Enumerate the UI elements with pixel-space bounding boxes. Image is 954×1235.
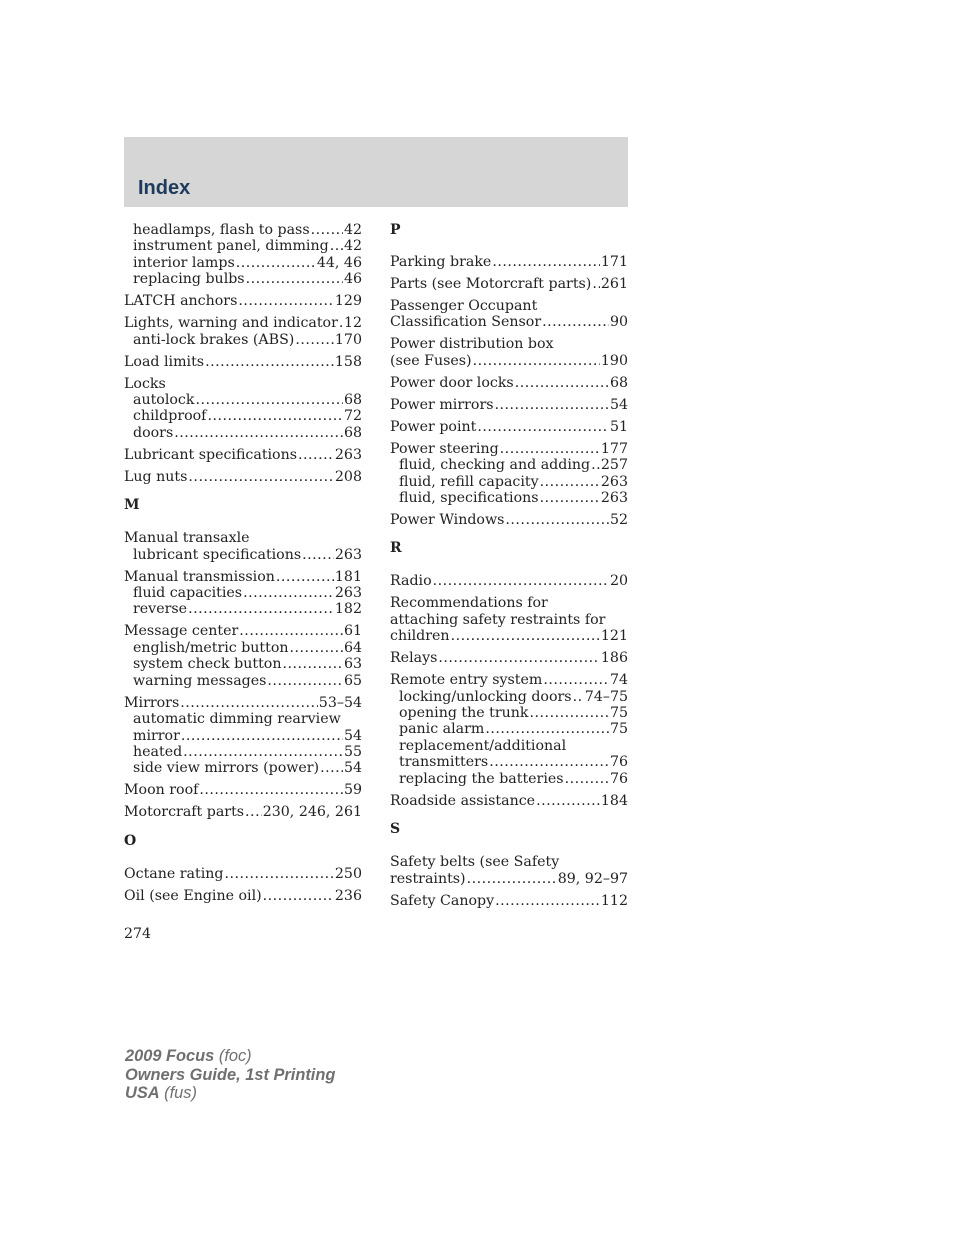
entry-text: Motorcraft parts — [124, 804, 245, 821]
page-reference: 68 — [609, 374, 628, 391]
entry-text: Radio — [390, 573, 432, 590]
page-reference: 72 — [343, 408, 362, 425]
dot-leader — [224, 866, 333, 882]
footer-line-3: USA (fus) — [125, 1084, 197, 1102]
index-entry — [124, 447, 362, 463]
dot-leader — [495, 893, 600, 909]
page-reference: 68 — [343, 424, 362, 441]
page-reference: 74 — [609, 672, 628, 689]
footer — [125, 1047, 335, 1103]
page-reference: 208 — [334, 468, 362, 485]
entry-text: replacing the batteries — [399, 770, 564, 787]
index-entry-line — [124, 623, 362, 639]
index-subentry — [124, 744, 362, 760]
index-entry-line — [124, 695, 362, 711]
index-entry-line — [390, 512, 628, 528]
page-reference: 182 — [334, 601, 362, 618]
entry-text: reverse — [133, 601, 188, 618]
index-entry — [124, 569, 362, 618]
entry-text: Safety Canopy — [390, 892, 495, 909]
page-reference: 170 — [334, 331, 362, 348]
page-reference: 181 — [334, 568, 362, 585]
index-subentry — [124, 425, 362, 441]
page-reference: 263 — [334, 585, 362, 602]
page-reference: 129 — [334, 293, 362, 310]
page-reference: 263 — [600, 490, 628, 507]
index-entry — [124, 623, 362, 689]
dot-leader — [495, 397, 609, 413]
dot-leader — [188, 601, 334, 617]
dot-leader — [263, 888, 334, 904]
page-reference: 177 — [600, 440, 628, 457]
index-subentry — [124, 728, 362, 744]
dot-leader — [290, 640, 343, 656]
dot-leader — [573, 689, 584, 705]
page-reference: 190 — [600, 352, 628, 369]
entry-text: doors — [133, 424, 174, 441]
index-subentry — [124, 601, 362, 617]
entry-text: transmitters — [399, 754, 489, 771]
dot-leader — [477, 419, 609, 435]
index-entry — [124, 293, 362, 309]
footer-line-1: 2009 Focus (foc) — [125, 1047, 252, 1065]
entry-text: Lubricant specifications — [124, 446, 298, 463]
entry-text: Power point — [390, 418, 477, 435]
index-entry-line — [390, 650, 628, 666]
index-entry-line — [390, 353, 628, 369]
dot-leader — [467, 871, 557, 887]
index-subentry — [124, 255, 362, 271]
entry-text: interior lamps — [133, 254, 235, 271]
index-entry-line — [390, 672, 628, 688]
page-title: Index — [138, 177, 191, 199]
page-number: 274 — [124, 926, 152, 942]
entry-text: childproof — [133, 408, 207, 425]
dot-leader — [505, 512, 609, 528]
page-reference: 53–54 — [318, 694, 362, 711]
entry-text: Power mirrors — [390, 396, 494, 413]
index-entry-line — [124, 530, 362, 546]
index-letter-heading: S — [390, 821, 401, 838]
index-entry-line — [124, 888, 362, 904]
dot-leader — [195, 392, 342, 408]
index-entry-line — [124, 569, 362, 585]
index-entry-line — [124, 469, 362, 485]
index-entry — [390, 672, 628, 787]
entry-text: replacement/additional — [399, 737, 567, 754]
dot-leader — [451, 628, 600, 644]
index-subentry — [390, 771, 628, 787]
index-entry-line — [390, 628, 628, 644]
dot-leader — [591, 457, 600, 473]
page-reference: 54 — [343, 727, 362, 744]
entry-text: Recommendations for — [390, 595, 548, 612]
index-entry — [124, 804, 362, 820]
index-entry — [390, 512, 628, 528]
dot-leader — [205, 354, 334, 370]
index-entry-line — [124, 447, 362, 463]
page-reference: 263 — [334, 446, 362, 463]
index-entry — [124, 376, 362, 442]
page-reference: 186 — [600, 650, 628, 667]
index-subentry — [390, 754, 628, 770]
page-reference: 257 — [600, 457, 628, 474]
page-reference: 263 — [600, 473, 628, 490]
entry-text: panic alarm — [399, 721, 485, 738]
dot-leader — [536, 793, 600, 809]
entry-text: Locks — [124, 375, 166, 392]
dot-leader — [188, 469, 333, 485]
index-entry-line — [124, 354, 362, 370]
index-subentry — [124, 408, 362, 424]
entry-text: Load limits — [124, 353, 205, 370]
dot-leader — [492, 254, 600, 270]
entry-text: system check button — [133, 656, 282, 673]
dot-leader — [276, 569, 334, 585]
dot-leader — [540, 474, 600, 490]
dot-leader — [243, 585, 334, 601]
index-entry — [390, 893, 628, 909]
page-reference: 63 — [343, 656, 362, 673]
dot-leader — [485, 721, 609, 737]
dot-leader — [181, 728, 343, 744]
entry-text: Parking brake — [390, 254, 492, 270]
entry-text: Parts (see Motorcraft parts) — [390, 276, 592, 292]
dot-leader — [239, 623, 343, 639]
page-reference: 68 — [343, 392, 362, 409]
page-reference: 171 — [600, 254, 628, 270]
dot-leader — [542, 314, 609, 330]
dot-leader — [500, 441, 600, 457]
index-subentry — [124, 673, 362, 689]
entry-text: fluid capacities — [133, 585, 243, 602]
dot-leader — [267, 673, 343, 689]
index-entry — [124, 315, 362, 348]
page-reference: 76 — [609, 770, 628, 787]
page-reference: 76 — [609, 754, 628, 771]
page-reference: 59 — [343, 782, 362, 799]
dot-leader — [207, 408, 342, 424]
footer-line-2: Owners Guide, 1st Printing — [125, 1065, 336, 1084]
page-reference: 44, 46 — [316, 254, 362, 271]
entry-text: Remote entry system — [390, 672, 543, 689]
index-entry-line — [390, 254, 628, 270]
index-subentry — [124, 760, 362, 776]
entry-text: autolock — [133, 392, 195, 409]
page-reference: 89, 92–97 — [557, 870, 628, 887]
entry-text: Relays — [390, 650, 438, 667]
index-entry — [390, 595, 628, 644]
dot-leader — [302, 547, 334, 563]
index-entry — [390, 650, 628, 666]
index-entry-line — [390, 375, 628, 391]
index-entry-line — [390, 793, 628, 809]
page-reference: 61 — [343, 623, 362, 640]
page-reference: 75 — [609, 721, 628, 738]
index-entry-line — [390, 441, 628, 457]
page-reference: 55 — [343, 743, 362, 760]
page-reference: 121 — [600, 628, 628, 645]
entry-text: Classification Sensor — [390, 314, 542, 331]
index-entry-line — [124, 804, 362, 820]
dot-leader — [311, 222, 343, 238]
dot-leader — [183, 744, 343, 760]
index-subentry — [124, 271, 362, 287]
index-subentry — [390, 457, 628, 473]
entry-text: Roadside assistance — [390, 792, 536, 809]
dot-leader — [180, 695, 318, 711]
entry-text: fluid, refill capacity — [399, 473, 539, 490]
index-letter-heading: M — [124, 497, 140, 514]
entry-text: locking/unlocking doors — [399, 688, 572, 705]
dot-leader — [473, 353, 600, 369]
index-entry-line — [390, 573, 628, 589]
page-reference: 42 — [343, 238, 362, 255]
index-subentry — [390, 721, 628, 737]
index-entry — [390, 793, 628, 809]
index-subentry — [124, 392, 362, 408]
page-reference: 90 — [609, 314, 628, 331]
page-reference: 184 — [600, 792, 628, 809]
entry-text: mirror — [133, 727, 180, 744]
index-entry-line — [390, 871, 628, 887]
entry-text: attaching safety restraints for — [390, 611, 606, 628]
dot-leader — [565, 771, 609, 787]
index-entry-line — [124, 866, 362, 882]
index-subentry — [124, 640, 362, 656]
entry-text: english/metric button — [133, 639, 289, 656]
index-entry — [390, 254, 628, 270]
dot-leader — [238, 293, 334, 309]
entry-text: side view mirrors (power) — [133, 760, 320, 777]
index-entry — [390, 375, 628, 391]
dot-leader — [330, 238, 343, 254]
entry-text: replacing bulbs — [133, 271, 245, 288]
index-entry-line — [390, 595, 628, 611]
index-entry-line — [124, 782, 362, 798]
entry-text: automatic dimming rearview — [133, 711, 341, 728]
index-subentry — [390, 689, 628, 705]
index-entry — [390, 276, 628, 292]
dot-leader — [339, 315, 343, 331]
header-band — [124, 137, 628, 207]
index-entry — [124, 222, 362, 288]
index-subentry — [124, 711, 362, 727]
entry-text: Octane rating — [124, 865, 224, 882]
index-entry-line — [390, 314, 628, 330]
entry-text: (see Fuses) — [390, 352, 472, 369]
index-subentry — [124, 238, 362, 254]
index-entry — [390, 441, 628, 507]
index-entry-line — [390, 893, 628, 909]
index-entry — [390, 397, 628, 413]
page-reference: 64 — [343, 639, 362, 656]
entry-text: Oil (see Engine oil) — [124, 887, 262, 904]
page-reference: 42 — [343, 222, 362, 238]
page-reference: 230, 246, 261 — [262, 804, 362, 821]
index-letter-heading: P — [390, 222, 401, 238]
index-entry-line — [124, 376, 362, 392]
page-reference: 65 — [343, 672, 362, 689]
page-reference: 250 — [334, 865, 362, 882]
entry-text: opening the trunk — [399, 705, 529, 722]
page-reference: 74–75 — [584, 688, 628, 705]
index-subentry — [124, 585, 362, 601]
page-reference: 236 — [334, 887, 362, 904]
page-reference: 158 — [334, 353, 362, 370]
index-entry-line — [390, 298, 628, 314]
entry-text: anti-lock brakes (ABS) — [133, 331, 295, 348]
index-letter-heading: O — [124, 832, 137, 849]
entry-text: Manual transmission — [124, 568, 275, 585]
entry-text: LATCH anchors — [124, 293, 238, 310]
index-entry — [124, 866, 362, 882]
page-reference: 20 — [609, 573, 628, 590]
entry-text: Manual transaxle — [124, 530, 250, 547]
dot-leader — [540, 490, 600, 506]
entry-text: restraints) — [390, 870, 466, 887]
page-reference: 54 — [609, 396, 628, 413]
index-entry-line — [124, 315, 362, 331]
index-subentry — [390, 705, 628, 721]
entry-text: Lug nuts — [124, 468, 188, 485]
dot-leader — [199, 782, 343, 798]
index-subentry — [124, 656, 362, 672]
entry-text: Lights, warning and indicator — [124, 315, 338, 332]
index-entry — [124, 530, 362, 563]
dot-leader — [438, 650, 600, 666]
index-subentry — [124, 332, 362, 348]
dot-leader — [543, 672, 609, 688]
entry-text: Message center — [124, 623, 239, 640]
dot-leader — [592, 276, 600, 292]
index-entry — [390, 336, 628, 369]
dot-leader — [433, 573, 609, 589]
index-subentry — [390, 490, 628, 506]
dot-leader — [320, 760, 343, 776]
entry-text: fluid, specifications — [399, 490, 539, 507]
entry-text: fluid, checking and adding — [399, 457, 591, 474]
page-reference: 261 — [600, 276, 628, 292]
page-reference: 112 — [600, 892, 628, 909]
dot-leader — [489, 754, 609, 770]
entry-text: Power distribution box — [390, 336, 554, 353]
index-entry-line — [390, 336, 628, 352]
dot-leader — [236, 255, 316, 271]
index-entry — [124, 782, 362, 798]
index-entry-line — [390, 612, 628, 628]
index-subentry — [390, 474, 628, 490]
entry-text: Power steering — [390, 440, 499, 457]
index-column-left — [124, 222, 362, 910]
index-entry — [124, 888, 362, 904]
index-entry-line — [390, 276, 628, 292]
entry-text: Passenger Occupant — [390, 298, 538, 314]
page-reference: 263 — [334, 546, 362, 563]
page-reference: 46 — [343, 271, 362, 288]
dot-leader — [515, 375, 609, 391]
dot-leader — [282, 656, 342, 672]
index-subentry — [124, 547, 362, 563]
index-column-right — [390, 222, 628, 915]
index-entry — [124, 354, 362, 370]
entry-text: lubricant specifications — [133, 546, 302, 563]
index-entry-line — [390, 854, 628, 870]
page-reference: 12 — [343, 315, 362, 332]
index-entry-line — [390, 397, 628, 413]
index-subentry — [124, 222, 362, 238]
page-reference: 75 — [609, 705, 628, 722]
dot-leader — [298, 447, 334, 463]
index-entry — [390, 854, 628, 887]
page-reference: 52 — [609, 512, 628, 529]
entry-text: children — [390, 628, 450, 645]
entry-text: Power Windows — [390, 512, 505, 529]
page-reference: 54 — [343, 760, 362, 777]
index-entry — [390, 573, 628, 589]
index-subentry — [390, 738, 628, 754]
dot-leader — [174, 425, 343, 441]
dot-leader — [245, 804, 262, 820]
entry-text: Power door locks — [390, 374, 514, 391]
entry-text: warning messages — [133, 672, 267, 689]
index-entry-line — [390, 419, 628, 435]
dot-leader — [246, 271, 343, 287]
entry-text: Mirrors — [124, 694, 180, 711]
entry-text: Safety belts (see Safety — [390, 854, 560, 871]
index-entry — [124, 695, 362, 777]
dot-leader — [295, 332, 334, 348]
entry-text: Moon roof — [124, 782, 199, 799]
entry-text: headlamps, flash to pass — [133, 222, 310, 238]
entry-text: heated — [133, 743, 183, 760]
dot-leader — [530, 705, 609, 721]
entry-text: instrument panel, dimming — [133, 238, 329, 255]
index-entry — [124, 469, 362, 485]
page-reference: 51 — [609, 418, 628, 435]
index-entry — [390, 298, 628, 331]
index-letter-heading: R — [390, 540, 402, 557]
index-entry-line — [124, 293, 362, 309]
index-entry — [390, 419, 628, 435]
